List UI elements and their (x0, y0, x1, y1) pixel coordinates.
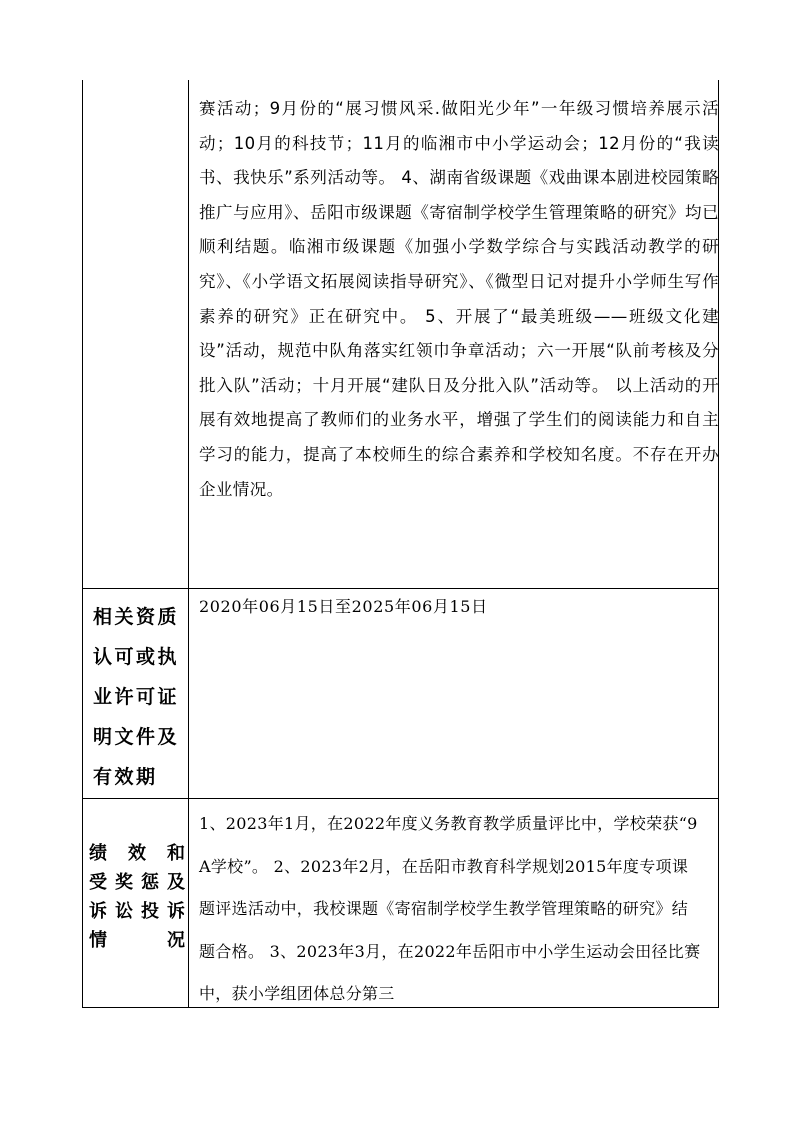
awards-label-line-2: 受奖惩及 (89, 872, 185, 893)
qualification-label-cell (83, 589, 188, 798)
activities-text: 赛活动；9月份的“展习惯风采.做阳光少年”一年级习惯培养展示活动；10月的科技节；11月的临湘市中小学运动会；12月份的“我读书、我快乐”系列活动等。 4、湖南省级课题《戏曲课本剧进校园策略推广与应用》、岳阳市级课题《寄宿制学校学生管理策略的研究》均已顺利结题。临湘市级课题《加强小学数学综合与实践活动教学的研究》、《小学语文拓展阅读指导研究》、《微型日记对提升小学师生写作素养的研究》正在研究中。 5、开展了“最美班级——班级文化建设”活动，规范中队角落实红领巾争章活动；六一开展“队前考核及分批入队”活动；十月开展“建队日及分批入队”活动等。 以上活动的开展有效地提高了教师们的业务水平，增强了学生们的阅读能力和自主学习的能力，提高了本校师生的综合素养和学校知名度。不存在开办企业情况。 (199, 99, 719, 499)
qualification-label: 相关资质认可或执业许可证明文件及有效期 (93, 606, 180, 788)
table-row-activities (83, 80, 718, 588)
report-table (82, 80, 719, 1008)
awards-text: 1、2023年1月，在2022年度义务教育教学质量评比中，学校荣获“9A学校”。 2、2023年2月，在岳阳市教育科学规划2015年度专项课题评选活动中，我校课题《寄宿制学校学生教学管理策略的研究》结题合格。 3、2023年3月，在2022年岳阳市中小学生运动会田径比赛中，获小学组团体总分第三 (199, 814, 701, 1004)
awards-label-line-1: 绩效和 (89, 843, 185, 864)
awards-label-cell (83, 799, 188, 1008)
awards-label-line-4: 情况 (89, 930, 185, 951)
table-row-awards (83, 798, 718, 1008)
awards-label-line-3: 诉讼投诉 (89, 901, 185, 922)
validity-period: 2020年06月15日至2025年06月15日 (199, 597, 488, 616)
awards-content-cell (189, 799, 718, 1008)
activities-label-cell (83, 80, 188, 588)
table-row-qualification (83, 588, 718, 798)
qualification-content-cell (189, 589, 718, 798)
awards-label (89, 839, 185, 955)
activities-content-cell (189, 80, 718, 588)
